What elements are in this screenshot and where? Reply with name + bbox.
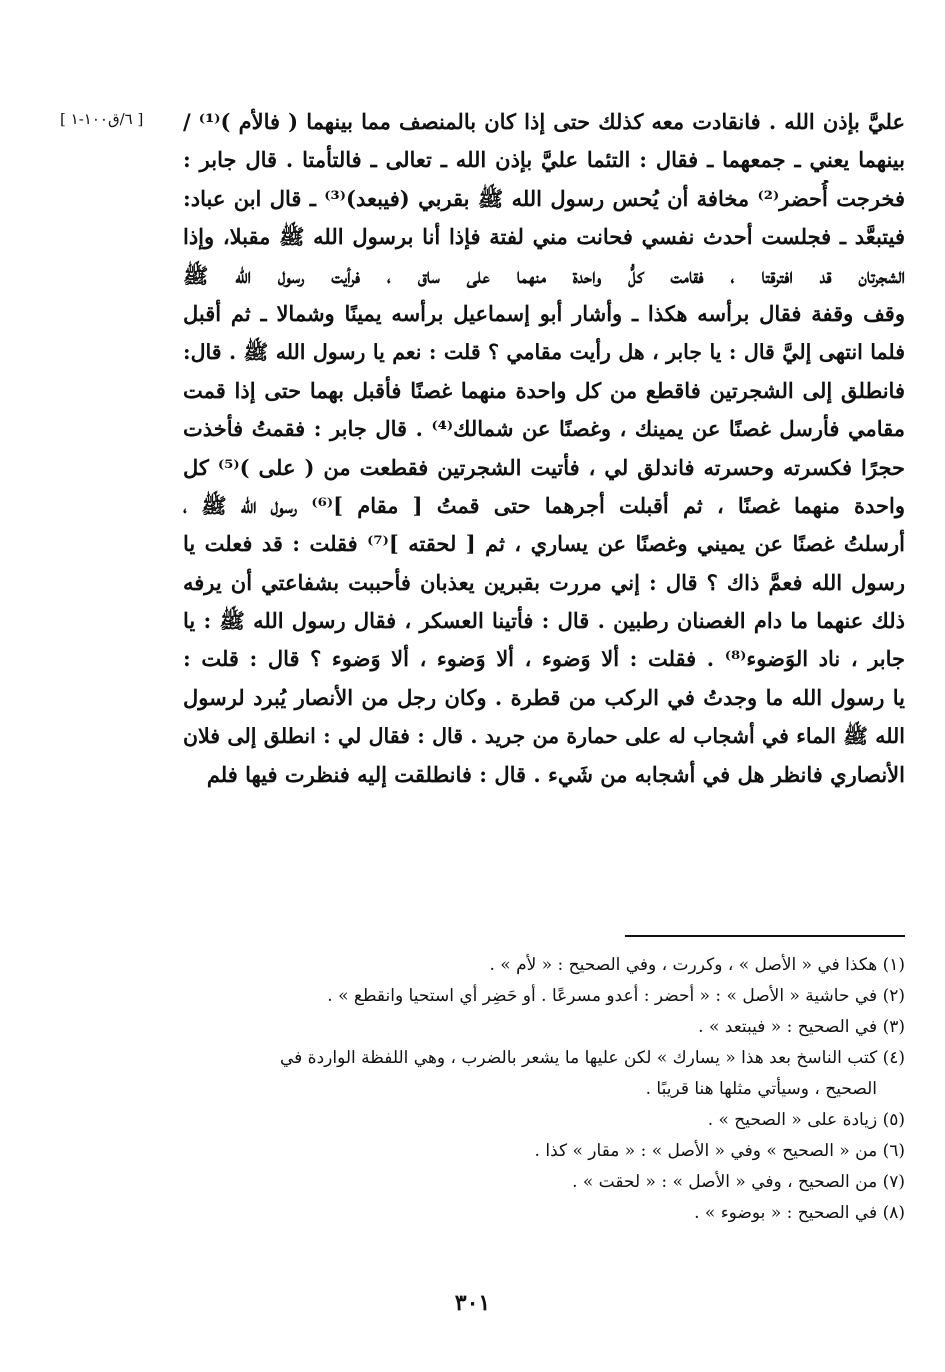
footnotes-section (183, 950, 905, 1229)
text-line: مقامي فأرسل غصنًا عن يمينك ، وغصنًا عن شمالك⁽⁴⁾ . قال جابر : فقمتُ فأخذت (183, 416, 905, 442)
text-line: واحدة منهما غصنًا ، ثم أقبلت أجرهما حتى قمتُ [ مقام ]⁽⁶⁾ رسول الله ﷺ ، (183, 492, 905, 518)
text-line: وقف وقفة فقال برأسه هكذا ـ وأشار أبو إسماعيل برأسه يمينًا وشمالا ـ ثم أقبل (183, 300, 905, 326)
footnote-continuation: الصحيح ، وسيأتي مثلها هنا قريبًا . (645, 1079, 877, 1099)
footnote: (٦) من « الصحيح » وفي « الأصل » : « مقار » كذا . (534, 1141, 905, 1161)
page-number: ٣٠١ (454, 1290, 491, 1316)
footnote: (١) هكذا في « الأصل » ، وكررت ، وفي الصحيح : « لأم » . (489, 955, 905, 975)
text-line: فخرجت أُحضر⁽²⁾ مخافة أن يُحس رسول الله ﷺ بقربي (فيبعد)⁽³⁾ ـ قال ابن عباد: (183, 185, 905, 211)
footnote-separator (625, 935, 905, 937)
text-line: فلما انتهى إليَّ قال : يا جابر ، هل رأيت مقامي ؟ قلت : نعم يا رسول الله ﷺ . قال: (183, 340, 905, 365)
text-line: يا رسول الله ما وجدتُ في الركب من قطرة . وكان رجل من الأنصار يُبرد لرسول (183, 684, 905, 710)
text-line: فيتبعَّد ـ فجلست أحدث نفسي فحانت مني لفتة فإذا أنا برسول الله ﷺ مقبلا، وإذا (183, 224, 905, 250)
text-line: حجرًا فكسرته وحسرته فاندلق لي ، فأتيت الشجرتين فقطعت من ( على )⁽⁵⁾ كل (183, 454, 905, 480)
footnote: (٢) في حاشية « الأصل » : « أحضر : أعدو مسرعًا . أو حَضِر أي استحيا وانقطع » . (327, 986, 905, 1006)
main-text-body (183, 103, 905, 794)
text-line: جابر ، ناد الوَضوء⁽⁸⁾ . فقلت : ألا وَضوء ، ألا وَضوء ، ألا وَضوء ؟ قال : قلت : (183, 646, 905, 672)
text-line: رسول الله فعمَّ ذاك ؟ قال : إني مررت بقبرين يعذبان فأحببت بشفاعتي أن يرفه (183, 569, 905, 595)
text-line: ذلك عنهما ما دام الغصنان رطبين . قال : فأتينا العسكر ، فقال رسول الله ﷺ : يا (183, 608, 905, 634)
text-line: بينهما يعني ـ جمعهما ـ فقال : التئما عليَّ بإذن الله ـ تعالى ـ فالتأمتا . قال جابر : (183, 147, 905, 173)
text-line: الله ﷺ الماء في أشجاب له على حمارة من جريد . قال : فقال لي : انطلق إلى فلان (183, 724, 905, 749)
footnote: (٥) زيادة على « الصحيح » . (707, 1110, 905, 1130)
text-line: الأنصاري فانظر هل في أشجابه من شَيء . قال : فانطلقت إليه فنظرت فيها فلم (206, 761, 905, 787)
footnote: (٣) في الصحيح : « فيبتعد » . (698, 1017, 905, 1037)
text-line: الشجرتان قد افترقتا ، فقامت كلُّ واحدة منهما على ساق ، فرأيت رسول الله ﷺ (183, 262, 905, 288)
text-line: فانطلق إلى الشجرتين فاقطع من كل واحدة منهما غصنًا فأقبل بهما حتى إذا قمت (183, 377, 905, 403)
text-line: أرسلتُ غصنًا عن يميني وغصنًا عن يساري ، ثم [ لحقته ]⁽⁷⁾ فقلت : قد فعلت يا (183, 531, 905, 557)
footnote: (٤) كتب الناسخ بعد هذا « يسارك » لكن عليها ما يشعر بالضرب ، وهي اللفظة الواردة في (279, 1048, 905, 1068)
footnote: (٧) من الصحيح ، وفي « الأصل » : « لحقت » . (572, 1172, 905, 1192)
footnote: (٨) في الصحيح : « بوضوء » . (694, 1203, 905, 1223)
text-line: عليَّ بإذن الله . فانقادت معه كذلك حتى إذا كان بالمنصف مما بينهما ( فالأم )⁽¹⁾ / (183, 109, 905, 134)
manuscript-folio-reference: [ ٦/ق١٠٠-١ ] (60, 110, 144, 128)
